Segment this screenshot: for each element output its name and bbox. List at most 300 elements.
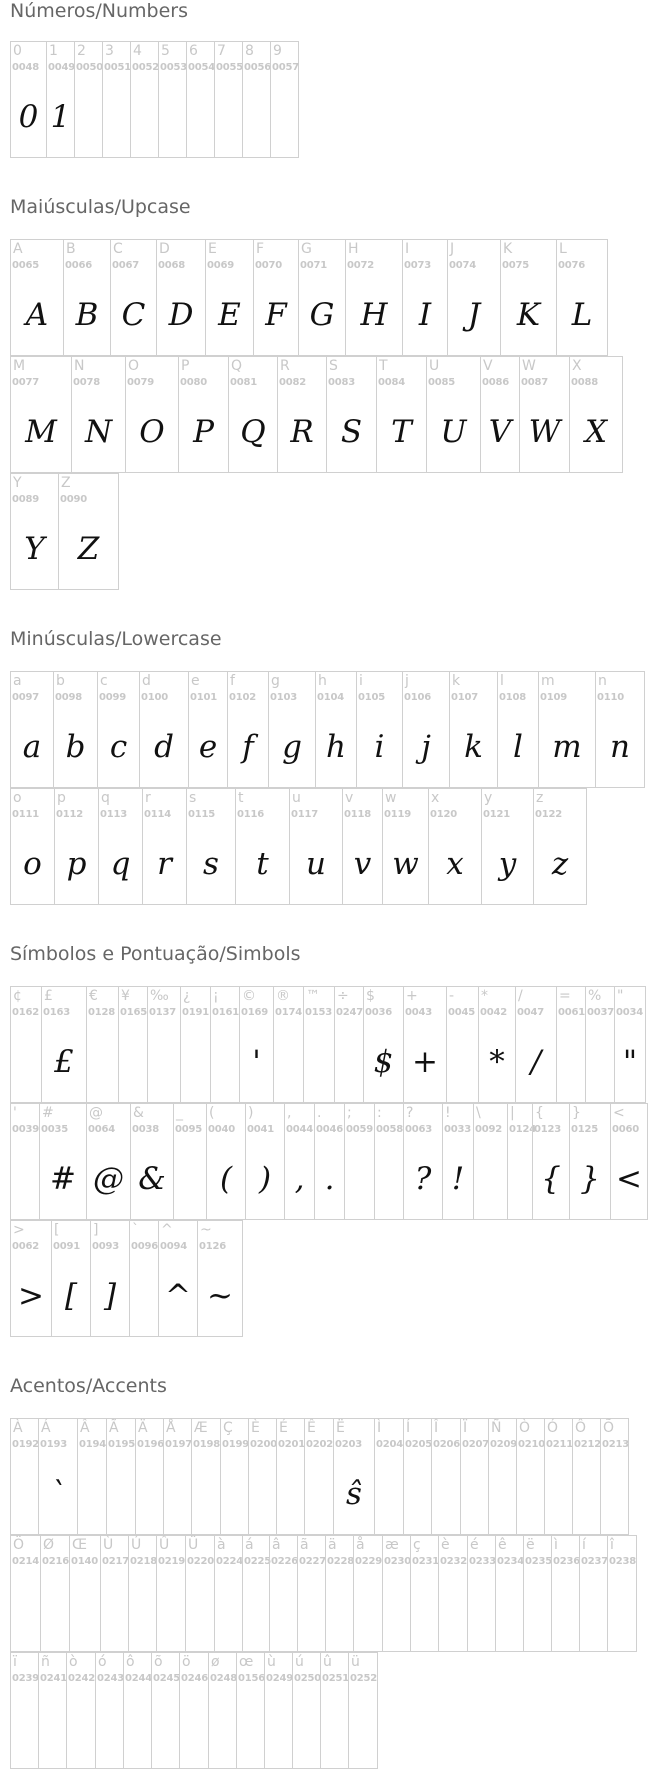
character-label: Ó [547, 1420, 559, 1436]
character-code: 0057 [272, 62, 300, 73]
glyph-sample [383, 1580, 410, 1642]
character-label: É [279, 1420, 288, 1436]
character-code: 0219 [158, 1556, 186, 1567]
character-label: c [100, 673, 108, 689]
character-code: 0055 [216, 62, 244, 73]
glyph-sample [67, 1697, 95, 1759]
glyph-cell [402, 239, 448, 356]
character-label: a [13, 673, 22, 689]
character-code: 0201 [278, 1439, 306, 1450]
character-code: 0247 [336, 1007, 364, 1018]
character-label: f [230, 673, 235, 689]
glyph-sample [124, 1697, 151, 1759]
glyph-sample [265, 1697, 292, 1759]
character-code: 0248 [210, 1673, 238, 1684]
character-label: . [317, 1105, 322, 1121]
glyph-sample [271, 86, 298, 148]
glyph-cell [39, 1103, 87, 1220]
glyph-cell [142, 788, 187, 905]
character-code: 0074 [449, 260, 477, 271]
glyph-sample: m [552, 729, 582, 765]
glyph-cell [205, 239, 254, 356]
character-label: b [56, 673, 65, 689]
glyph-sample [159, 86, 186, 148]
character-label: H [348, 241, 359, 257]
character-code: 0241 [40, 1673, 68, 1684]
character-label: $ [366, 988, 375, 1004]
character-label: 7 [217, 43, 226, 59]
glyph-cell [10, 671, 54, 788]
glyph-cell [382, 1535, 411, 1652]
glyph-sample: $ [373, 1044, 394, 1080]
glyph-sample [11, 1031, 41, 1093]
glyph-sample: r [157, 846, 172, 882]
character-label: @ [89, 1105, 103, 1121]
glyph-sample [87, 1031, 118, 1093]
glyph-sample: t [256, 846, 269, 882]
character-code: 0058 [376, 1124, 404, 1135]
character-code: 0249 [266, 1673, 294, 1684]
glyph-sample [552, 1580, 579, 1642]
glyph-row [10, 1220, 243, 1337]
character-code: 0116 [237, 809, 265, 820]
glyph-cell [315, 671, 357, 788]
character-code: 0200 [250, 1439, 278, 1450]
character-code: 0078 [73, 377, 101, 388]
glyph-cell [523, 1535, 552, 1652]
glyph-sample: P [193, 414, 214, 450]
glyph-sample: Q [240, 414, 266, 450]
character-code: 0066 [65, 260, 93, 271]
character-label: s [189, 790, 197, 806]
character-label: £ [44, 988, 53, 1004]
glyph-sample [349, 1697, 377, 1759]
character-code: 0108 [499, 692, 527, 703]
glyph-sample [249, 1463, 276, 1525]
character-label: Ù [103, 1537, 114, 1553]
glyph-cell [186, 788, 236, 905]
character-label: Â [80, 1420, 90, 1436]
glyph-sample: e [198, 729, 218, 765]
glyph-cell [304, 1418, 334, 1535]
character-code: 0238 [609, 1556, 637, 1567]
character-code: 0113 [100, 809, 128, 820]
glyph-cell [53, 671, 98, 788]
glyph-row [10, 356, 623, 473]
character-code: 0041 [247, 1124, 275, 1135]
glyph-sample [270, 1580, 297, 1642]
glyph-sample: / [530, 1044, 542, 1080]
character-label: ä [328, 1537, 337, 1553]
glyph-cell [556, 239, 608, 356]
character-label: o [13, 790, 22, 806]
glyph-cell [139, 671, 189, 788]
glyph-cell [303, 986, 335, 1103]
character-code: 0093 [92, 1241, 120, 1252]
character-label: > [13, 1222, 25, 1238]
character-label: Ã [109, 1420, 119, 1436]
character-label: è [441, 1537, 450, 1553]
glyph-sample [11, 1148, 39, 1210]
glyph-cell [90, 1220, 130, 1337]
character-code: 0083 [328, 377, 356, 388]
character-label: õ [154, 1654, 163, 1670]
glyph-sample [39, 1697, 66, 1759]
character-label: Á [41, 1420, 51, 1436]
character-label: ~ [200, 1222, 212, 1238]
glyph-cell [544, 1418, 573, 1535]
character-label: Ï [463, 1420, 468, 1436]
glyph-sample: O [139, 414, 165, 450]
glyph-sample: + [412, 1044, 438, 1080]
glyph-sample: J [467, 297, 481, 333]
glyph-cell [242, 41, 271, 158]
character-label: Ú [131, 1537, 142, 1553]
glyph-sample: < [616, 1161, 642, 1197]
character-code: 0231 [412, 1556, 440, 1567]
character-code: 0199 [222, 1439, 250, 1450]
glyph-cell [374, 1103, 404, 1220]
character-code: 0063 [405, 1124, 433, 1135]
glyph-sample: H [360, 297, 388, 333]
character-label: & [133, 1105, 144, 1121]
glyph-sample [180, 1697, 208, 1759]
character-label: Ö [13, 1537, 25, 1553]
character-code: 0052 [132, 62, 160, 73]
glyph-sample [474, 1148, 507, 1210]
character-label: _ [176, 1105, 183, 1121]
character-code: 0174 [275, 1007, 303, 1018]
glyph-sample [136, 1463, 163, 1525]
character-code: 0071 [300, 260, 328, 271]
glyph-sample: . [324, 1161, 335, 1197]
glyph-sample: ? [414, 1161, 432, 1197]
character-label: ó [98, 1654, 107, 1670]
glyph-cell [325, 1535, 354, 1652]
glyph-cell [428, 788, 482, 905]
glyph-cell [245, 1103, 285, 1220]
glyph-cell [356, 671, 403, 788]
glyph-cell [532, 1103, 570, 1220]
glyph-sample [293, 1697, 320, 1759]
character-code: 0227 [299, 1556, 327, 1567]
character-code: 0091 [53, 1241, 81, 1252]
glyph-sample: c [109, 729, 128, 765]
section-title-symbols: Símbolos e Pontuação/Simbols [10, 943, 301, 965]
glyph-cell [297, 1535, 326, 1652]
glyph-sample: { [541, 1161, 561, 1197]
character-code: 0070 [255, 260, 283, 271]
character-code: 0122 [535, 809, 563, 820]
character-code: 0137 [149, 1007, 177, 1018]
glyph-cell [10, 41, 47, 158]
glyph-sample: * [489, 1044, 505, 1080]
glyph-sample [557, 1031, 585, 1093]
character-code: 0165 [120, 1007, 148, 1018]
glyph-sample [305, 1463, 333, 1525]
glyph-cell [500, 239, 557, 356]
character-label: z [536, 790, 544, 806]
character-label: j [405, 673, 409, 689]
glyph-cell [348, 1652, 378, 1769]
character-code: 0119 [384, 809, 412, 820]
glyph-sample: s [203, 846, 219, 882]
character-code: 0246 [181, 1673, 209, 1684]
glyph-cell [58, 473, 119, 590]
glyph-sample [354, 1580, 382, 1642]
character-code: 0118 [344, 809, 372, 820]
glyph-cell [214, 1535, 243, 1652]
character-label: y [484, 790, 493, 806]
character-code: 0053 [160, 62, 188, 73]
glyph-sample [489, 1463, 516, 1525]
glyph-sample: 1 [50, 99, 71, 135]
character-label: , [287, 1105, 292, 1121]
glyph-cell [10, 356, 72, 473]
character-label: * [481, 988, 488, 1004]
character-code: 0217 [102, 1556, 130, 1567]
glyph-cell [63, 239, 111, 356]
glyph-cell [376, 356, 427, 473]
glyph-sample [11, 1580, 40, 1642]
glyph-cell [210, 986, 240, 1103]
character-code: 0232 [440, 1556, 468, 1567]
character-label: K [503, 241, 513, 257]
character-code: 0226 [271, 1556, 299, 1567]
glyph-cell [40, 1535, 70, 1652]
glyph-cell [173, 1103, 207, 1220]
glyph-cell [438, 1535, 468, 1652]
character-label: W [522, 358, 536, 374]
character-label: ; [347, 1105, 352, 1121]
glyph-cell [516, 1418, 545, 1535]
character-label: Ë [336, 1420, 345, 1436]
glyph-cell [460, 1418, 489, 1535]
glyph-sample [545, 1463, 572, 1525]
glyph-sample: a [22, 729, 42, 765]
character-label: q [101, 790, 110, 806]
character-label: E [208, 241, 217, 257]
glyph-cell [442, 1103, 474, 1220]
character-label: Z [61, 475, 71, 491]
glyph-cell [333, 1418, 375, 1535]
character-code: 0110 [597, 692, 625, 703]
character-code: 0044 [286, 1124, 314, 1135]
character-code: 0100 [141, 692, 169, 703]
glyph-cell [497, 671, 539, 788]
character-label: ? [406, 1105, 414, 1121]
glyph-sample: £ [54, 1044, 74, 1080]
character-code: 0252 [350, 1673, 378, 1684]
character-label: à [217, 1537, 226, 1553]
glyph-cell [292, 1652, 321, 1769]
character-code: 0230 [384, 1556, 412, 1567]
character-code: 0243 [97, 1673, 125, 1684]
glyph-sample [130, 1265, 158, 1327]
character-code: 0060 [612, 1124, 640, 1135]
character-label: ® [276, 988, 290, 1004]
character-code: 0088 [571, 377, 599, 388]
glyph-row [10, 239, 608, 356]
glyph-sample [274, 1031, 303, 1093]
glyph-cell [227, 671, 269, 788]
glyph-sample: X [584, 414, 608, 450]
character-code: 0198 [193, 1439, 221, 1450]
character-label: ï [13, 1654, 17, 1670]
character-code: 0079 [127, 377, 155, 388]
character-code: 0105 [358, 692, 386, 703]
glyph-sample [298, 1580, 325, 1642]
character-code: 0034 [616, 1007, 644, 1018]
character-code: 0069 [207, 260, 235, 271]
glyph-sample: S [340, 414, 363, 450]
character-label: ! [445, 1105, 451, 1121]
glyph-cell [579, 1535, 608, 1652]
glyph-sample [192, 1463, 220, 1525]
character-label: € [89, 988, 98, 1004]
glyph-sample [101, 1580, 128, 1642]
character-label: ^ [161, 1222, 173, 1238]
character-code: 0236 [553, 1556, 581, 1567]
character-code: 0213 [602, 1439, 630, 1450]
glyph-sample [75, 86, 102, 148]
glyph-cell [10, 1220, 52, 1337]
character-label: Û [159, 1537, 170, 1553]
character-code: 0212 [574, 1439, 602, 1450]
glyph-sample [573, 1463, 600, 1525]
character-code: 0121 [483, 809, 511, 820]
glyph-cell [449, 671, 498, 788]
glyph-sample: d [154, 729, 174, 765]
character-code: 0075 [502, 260, 530, 271]
glyph-cell [320, 1652, 349, 1769]
glyph-cell [135, 1418, 164, 1535]
character-code: 0040 [208, 1124, 236, 1135]
glyph-cell [235, 788, 290, 905]
character-label: © [242, 988, 256, 1004]
glyph-sample [78, 1463, 106, 1525]
character-code: 0061 [558, 1007, 586, 1018]
glyph-sample: E [218, 297, 241, 333]
glyph-cell [402, 671, 450, 788]
character-code: 0237 [581, 1556, 609, 1567]
glyph-cell [69, 1535, 101, 1652]
character-label: } [572, 1105, 581, 1121]
character-label: m [541, 673, 555, 689]
glyph-cell [431, 1418, 461, 1535]
character-code: 0156 [238, 1673, 266, 1684]
glyph-cell [403, 1103, 443, 1220]
character-code: 0191 [182, 1007, 210, 1018]
character-code: 0244 [125, 1673, 153, 1684]
character-label: Æ [194, 1420, 208, 1436]
character-label: È [251, 1420, 260, 1436]
character-code: 0064 [88, 1124, 116, 1135]
character-label: u [292, 790, 301, 806]
glyph-cell [158, 41, 187, 158]
glyph-cell [188, 671, 228, 788]
glyph-sample [129, 1580, 156, 1642]
character-code: 0062 [12, 1241, 40, 1252]
glyph-sample: V [488, 414, 512, 450]
glyph-sample: G [309, 297, 335, 333]
character-code: 0097 [12, 692, 40, 703]
character-code: 0101 [190, 692, 218, 703]
character-label: ] [93, 1222, 99, 1238]
glyph-cell [382, 788, 429, 905]
glyph-sample: q [110, 846, 131, 882]
character-label: Ñ [491, 1420, 502, 1436]
glyph-cell [130, 41, 159, 158]
character-code: 0235 [525, 1556, 553, 1567]
character-code: 0087 [521, 377, 549, 388]
glyph-sample: h [326, 729, 346, 765]
glyph-cell [569, 356, 623, 473]
character-label: ™ [306, 988, 320, 1004]
glyph-cell [239, 986, 274, 1103]
character-code: 0128 [88, 1007, 116, 1018]
character-code: 0210 [518, 1439, 546, 1450]
character-label: i [359, 673, 363, 689]
glyph-sample: ( [219, 1161, 233, 1197]
glyph-cell [473, 1103, 508, 1220]
character-code: 0203 [335, 1439, 363, 1450]
character-code: 0218 [130, 1556, 158, 1567]
character-label: R [280, 358, 290, 374]
character-code: 0193 [40, 1439, 68, 1450]
character-code: 0192 [12, 1439, 40, 1450]
character-label: 5 [161, 43, 170, 59]
glyph-sample [107, 1463, 135, 1525]
glyph-sample: " [622, 1044, 638, 1080]
character-code: 0049 [48, 62, 76, 73]
character-code: 0245 [153, 1673, 181, 1684]
character-label: e [191, 673, 200, 689]
glyph-cell [269, 1535, 298, 1652]
glyph-sample [524, 1580, 551, 1642]
glyph-sample [586, 1031, 614, 1093]
character-code: 0153 [305, 1007, 333, 1018]
character-code: 0046 [316, 1124, 344, 1135]
character-label: Ô [575, 1420, 587, 1436]
character-label: / [518, 988, 523, 1004]
character-code: 0251 [322, 1673, 350, 1684]
glyph-sample: i [374, 729, 385, 765]
glyph-cell [345, 239, 403, 356]
section-title-upcase: Maiúsculas/Upcase [10, 196, 191, 218]
glyph-cell [186, 41, 215, 158]
character-code: 0065 [12, 260, 40, 271]
glyph-cell [314, 1103, 345, 1220]
character-label: 4 [133, 43, 142, 59]
glyph-sample: v [353, 846, 372, 882]
character-code: 0229 [355, 1556, 383, 1567]
glyph-cell [447, 239, 501, 356]
glyph-sample: U [440, 414, 467, 450]
glyph-cell [353, 1535, 383, 1652]
character-label: ü [351, 1654, 360, 1670]
character-label: Y [13, 475, 22, 491]
glyph-sample: @ [93, 1161, 124, 1197]
glyph-sample [215, 1580, 242, 1642]
glyph-sample [432, 1463, 460, 1525]
character-code: 0089 [12, 494, 40, 505]
glyph-cell [110, 239, 157, 356]
character-label: T [379, 358, 388, 374]
character-label: = [559, 988, 571, 1004]
character-label: J [450, 241, 455, 257]
glyph-sample [237, 1697, 264, 1759]
